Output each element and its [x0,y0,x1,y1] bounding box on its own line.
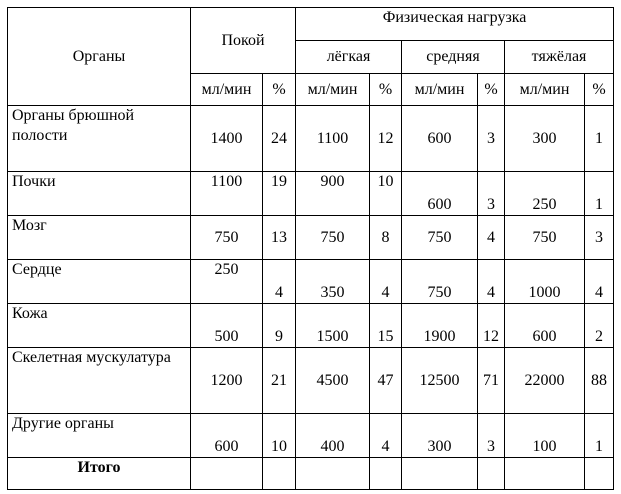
heavy-pct-cell: 1 [585,414,614,458]
medium-pct-cell: 3 [478,414,505,458]
rest-pct-cell: 10 [263,414,296,458]
rest-ml-cell: 250 [191,260,263,304]
exercise-header: Физическая нагрузка [296,8,614,41]
medium-ml-subheader: мл/мин [402,74,478,106]
light-pct-subheader: % [370,74,402,106]
organ-name: Мозг [8,216,191,260]
heavy-ml-subheader: мл/мин [505,74,585,106]
total-rest-pct-cell [263,458,296,490]
rest-header: Покой [191,8,296,74]
medium-ml-cell: 1900 [402,304,478,348]
total-light-ml-cell [296,458,370,490]
light-pct-cell: 15 [370,304,402,348]
light-ml-cell: 1500 [296,304,370,348]
medium-ml-cell: 300 [402,414,478,458]
table-row [8,172,614,216]
heavy-ml-cell: 22000 [505,348,585,414]
rest-ml-cell: 1200 [191,348,263,414]
light-header: лёгкая [296,41,402,74]
total-medium-ml-cell [402,458,478,490]
table-row [8,348,614,414]
rest-pct-subheader: % [263,74,296,106]
total-heavy-ml-cell [505,458,585,490]
medium-pct-cell: 3 [478,106,505,172]
light-pct-cell: 47 [370,348,402,414]
rest-pct-cell: 9 [263,304,296,348]
heavy-ml-cell: 250 [505,172,585,216]
heavy-ml-cell: 100 [505,414,585,458]
rest-pct-cell: 13 [263,216,296,260]
light-ml-cell: 1100 [296,106,370,172]
total-heavy-pct-cell [585,458,614,490]
heavy-header: тяжёлая [505,41,614,74]
rest-pct-cell: 4 [263,260,296,304]
medium-ml-cell: 750 [402,260,478,304]
light-ml-cell: 4500 [296,348,370,414]
rest-pct-cell: 19 [263,172,296,216]
organ-name: Кожа [8,304,191,348]
organ-name: Скелетная мускулатура [8,348,191,414]
organ-name: Органы брюшной полости [8,106,191,172]
light-pct-cell: 12 [370,106,402,172]
rest-ml-subheader: мл/мин [191,74,263,106]
rest-pct-cell: 21 [263,348,296,414]
total-label: Итого [8,458,191,490]
organ-name: Почки [8,172,191,216]
heavy-ml-cell: 600 [505,304,585,348]
rest-ml-cell: 1400 [191,106,263,172]
heavy-ml-cell: 750 [505,216,585,260]
table-row [8,106,614,172]
heavy-pct-cell: 88 [585,348,614,414]
header-row-1 [8,8,614,41]
medium-pct-cell: 12 [478,304,505,348]
light-pct-cell: 8 [370,216,402,260]
heavy-pct-cell: 3 [585,216,614,260]
light-pct-cell: 4 [370,260,402,304]
blood-flow-table [7,7,614,490]
medium-ml-cell: 600 [402,172,478,216]
rest-ml-cell: 600 [191,414,263,458]
light-ml-subheader: мл/мин [296,74,370,106]
heavy-pct-cell: 1 [585,172,614,216]
organ-name: Другие органы [8,414,191,458]
medium-pct-cell: 4 [478,260,505,304]
light-pct-cell: 10 [370,172,402,216]
medium-pct-subheader: % [478,74,505,106]
rest-ml-cell: 500 [191,304,263,348]
medium-pct-cell: 3 [478,172,505,216]
light-ml-cell: 900 [296,172,370,216]
rest-ml-cell: 750 [191,216,263,260]
heavy-ml-cell: 300 [505,106,585,172]
light-ml-cell: 750 [296,216,370,260]
medium-ml-cell: 750 [402,216,478,260]
medium-header: средняя [402,41,505,74]
heavy-pct-cell: 1 [585,106,614,172]
total-light-pct-cell [370,458,402,490]
heavy-pct-subheader: % [585,74,614,106]
heavy-ml-cell: 1000 [505,260,585,304]
rest-ml-cell: 1100 [191,172,263,216]
total-rest-ml-cell [191,458,263,490]
organ-name: Сердце [8,260,191,304]
heavy-pct-cell: 4 [585,260,614,304]
light-ml-cell: 400 [296,414,370,458]
medium-pct-cell: 71 [478,348,505,414]
table-row [8,216,614,260]
table-row [8,414,614,458]
medium-ml-cell: 600 [402,106,478,172]
light-ml-cell: 350 [296,260,370,304]
table-row [8,260,614,304]
light-pct-cell: 4 [370,414,402,458]
organs-header: Органы [8,8,191,106]
total-row [8,458,614,490]
medium-pct-cell: 4 [478,216,505,260]
medium-ml-cell: 12500 [402,348,478,414]
table-row [8,304,614,348]
rest-pct-cell: 24 [263,106,296,172]
total-medium-pct-cell [478,458,505,490]
heavy-pct-cell: 2 [585,304,614,348]
